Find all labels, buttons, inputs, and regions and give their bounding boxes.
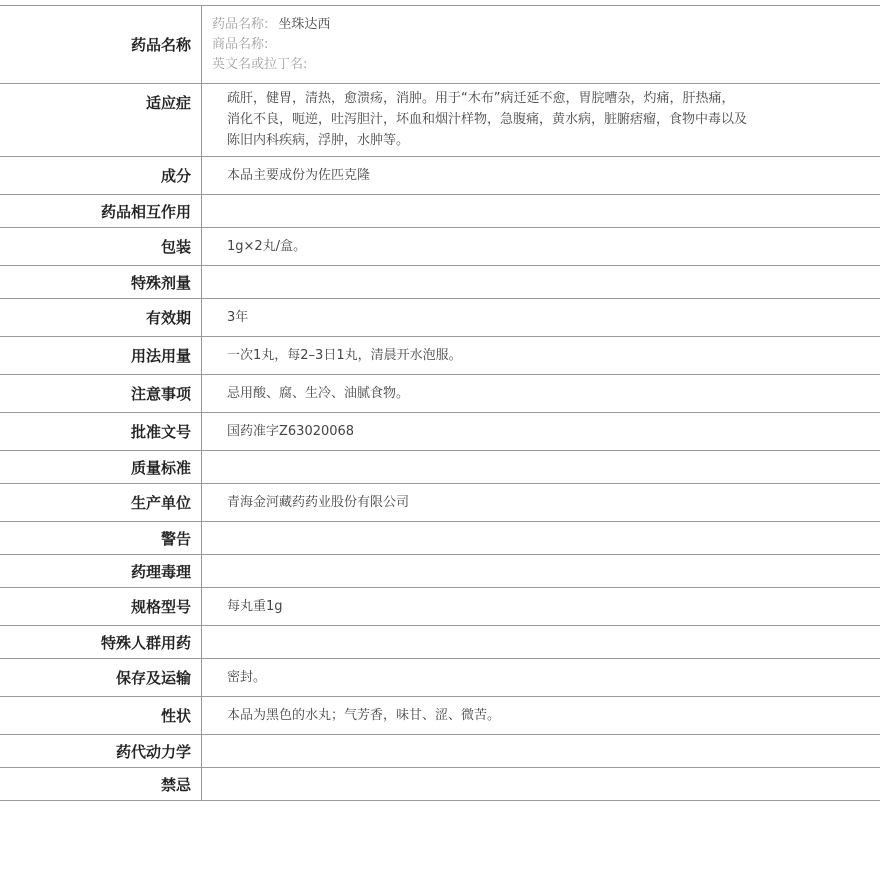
row-pharmacokinetics: [0, 735, 880, 768]
english-name-label: 英文名或拉丁名:: [212, 56, 308, 72]
row-shelf-life: [0, 299, 880, 337]
row-label: 成分: [0, 157, 202, 194]
row-value: [202, 195, 880, 227]
row-indications: [0, 84, 880, 157]
row-specification: [0, 588, 880, 626]
row-value: [202, 451, 880, 483]
generic-name-value: 坐珠达西: [278, 16, 331, 32]
row-value: 忌用酸、腐、生冷、油腻食物。: [227, 386, 410, 401]
row-value: [202, 626, 880, 658]
row-value: 本品主要成份为佐匹克隆: [227, 168, 371, 183]
row-value: [202, 768, 880, 800]
indications-line: 陈旧内科疾病，浮肿，水肿等。: [227, 133, 410, 148]
row-approval-number: [0, 413, 880, 451]
row-warning: [0, 522, 880, 555]
row-pharmacology-toxicology: [0, 555, 880, 588]
row-value: 青海金河藏药药业股份有限公司: [227, 495, 410, 510]
row-label: 生产单位: [0, 484, 202, 521]
indications-value: [202, 84, 880, 156]
row-label: 特殊剂量: [0, 266, 202, 298]
row-value: 一次1丸，每2–3日1丸，清晨开水泡服。: [227, 348, 462, 363]
drug-name-values: [202, 6, 880, 83]
row-usage-dosage: [0, 337, 880, 375]
row-label: 批准文号: [0, 413, 202, 450]
row-value: [202, 555, 880, 587]
trade-name-label: 商品名称:: [212, 36, 269, 52]
row-manufacturer: [0, 484, 880, 522]
indications-line: 疏肝，健胃，清热，愈溃疡，消肿。用于“木布”病迁延不愈，胃脘嘈杂，灼痛，肝热痛，: [227, 91, 735, 106]
generic-name-line: [212, 15, 330, 35]
row-label: 注意事项: [0, 375, 202, 412]
row-label: 警告: [0, 522, 202, 554]
row-label: 禁忌: [0, 768, 202, 800]
row-ingredients: [0, 157, 880, 195]
row-value: 本品为黑色的水丸；气芳香，味甘、涩、微苦。: [227, 708, 501, 723]
row-value: [202, 522, 880, 554]
row-quality-standard: [0, 451, 880, 484]
row-value: 国药准字Z63020068: [227, 424, 355, 439]
row-precautions: [0, 375, 880, 413]
row-value: 每丸重1g: [227, 599, 283, 614]
row-value: 1g×2丸/盒。: [227, 239, 307, 254]
row-packaging: [0, 228, 880, 266]
row-description: [0, 697, 880, 735]
row-label: 有效期: [0, 299, 202, 336]
row-label: 保存及运输: [0, 659, 202, 696]
row-value: 密封。: [227, 670, 267, 685]
row-label: 药理毒理: [0, 555, 202, 587]
row-contraindications: [0, 768, 880, 801]
drug-info-table: [0, 5, 880, 801]
english-name-line: [212, 55, 307, 75]
row-label: 质量标准: [0, 451, 202, 483]
row-special-populations: [0, 626, 880, 659]
row-label: 药代动力学: [0, 735, 202, 767]
row-label: 规格型号: [0, 588, 202, 625]
row-drug-name: [0, 6, 880, 84]
row-storage-transport: [0, 659, 880, 697]
row-label: 包装: [0, 228, 202, 265]
row-label: 药品名称: [0, 6, 202, 83]
trade-name-line: [212, 35, 268, 55]
row-drug-interactions: [0, 195, 880, 228]
row-value: [202, 266, 880, 298]
row-value: [202, 735, 880, 767]
indications-line: 消化不良，呃逆，吐泻胆汁，坏血和烟汁样物，急腹痛，黄水病，脏腑痞瘤，食物中毒以及: [227, 112, 748, 127]
row-label: 特殊人群用药: [0, 626, 202, 658]
row-value: 3年: [227, 310, 249, 325]
row-label: 适应症: [0, 84, 202, 156]
row-special-dosage: [0, 266, 880, 299]
generic-name-label: 药品名称:: [212, 16, 269, 32]
row-label: 用法用量: [0, 337, 202, 374]
row-label: 性状: [0, 697, 202, 734]
row-label: 药品相互作用: [0, 195, 202, 227]
